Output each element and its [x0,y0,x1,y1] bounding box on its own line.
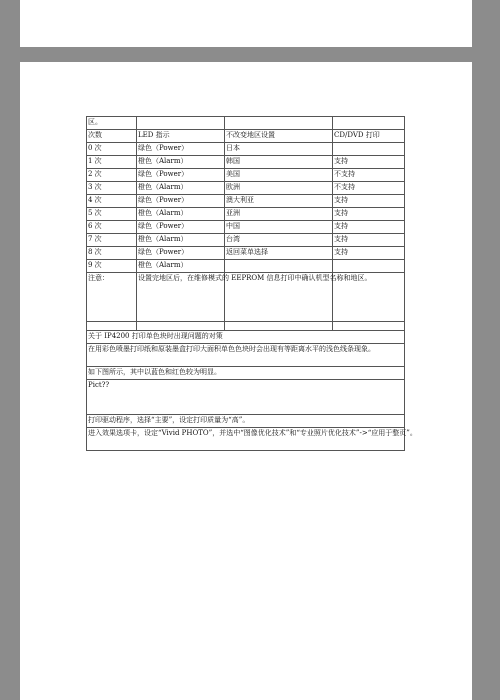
table-cell [225,260,333,273]
table-cell: 不支持 [333,169,405,182]
table-cell: 2 次 [87,169,137,182]
table-cell [333,143,405,156]
table-cell: 中国 [225,221,333,234]
table-row [87,208,405,221]
paragraph-3: 打印驱动程序，选择“主要”，设定打印质量为“高”。 [87,415,405,428]
column-header: 次数 [87,130,137,143]
table-cell: 0 次 [87,143,137,156]
table-cell: 绿色（Power） [137,143,225,156]
table-cell: 亚洲 [225,208,333,221]
section-title: 关于 IP4200 打印单色块时出现问题的对策 [87,331,405,344]
table-row [87,247,405,260]
table-cell: 支持 [333,195,405,208]
region-settings-table [86,116,417,451]
table-row [87,156,405,169]
table-cell: 6 次 [87,221,137,234]
table-cell: 返回菜单选择 [225,247,333,260]
table-row [87,182,405,195]
table-row [87,195,405,208]
table-row [87,331,405,344]
previous-page [20,0,472,47]
table-row [87,344,405,367]
document-page [20,62,472,700]
table-row [87,234,405,247]
picture-placeholder: Pict?? [87,380,405,415]
table-cell: 橙色（Alarm） [137,182,225,195]
column-header: 不改变地区设置 [225,130,333,143]
paragraph-2: 如下图所示，其中以蓝色和红色较为明显。 [87,367,405,380]
table-cell: 台湾 [225,234,333,247]
table-cell: 不支持 [333,182,405,195]
column-header: LED 指示 [137,130,225,143]
table-cell: 支持 [333,247,405,260]
note-row [87,273,405,322]
table-row [87,117,405,130]
table-cell: 绿色（Power） [137,195,225,208]
table-cell: 橙色（Alarm） [137,260,225,273]
blank-row [87,322,405,331]
table-cell: 橙色（Alarm） [137,156,225,169]
table-cell: 欧洲 [225,182,333,195]
table-cell: 4 次 [87,195,137,208]
table-header-row [87,130,405,143]
table-cell: 韩国 [225,156,333,169]
paragraph-1: 在用彩色喷墨打印纸和原装墨盒打印大面积单色色块时会出现有等距离水平的浅色线条现象。 [87,344,405,367]
table-cell: 支持 [333,208,405,221]
table-cell: 绿色（Power） [137,221,225,234]
table-row [87,221,405,234]
table-cell: 支持 [333,234,405,247]
note-text: 设置完地区后，在维修模式的 EEPROM 信息打印中确认机型名称和地区。 [137,273,225,322]
table-cell: 3 次 [87,182,137,195]
table-cell: 橙色（Alarm） [137,208,225,221]
table-cell: 支持 [333,156,405,169]
table-cell: 绿色（Power） [137,247,225,260]
table-cell: 橙色（Alarm） [137,234,225,247]
picture-row [87,380,405,415]
column-header: CD/DVD 打印 [333,130,405,143]
paragraph-4: 进入效果选项卡，设定“Vivid PHOTO”，并选中“图像优化技术”和“专业照片优化技术”->“应用于整页”。 [87,428,405,451]
table-cell: 5 次 [87,208,137,221]
table-row [87,260,405,273]
table-cell: 1 次 [87,156,137,169]
table-row [87,428,405,451]
region-line: 区。 [87,117,137,130]
table-cell: 澳大利亚 [225,195,333,208]
table-row [87,415,405,428]
table-cell: 日本 [225,143,333,156]
table-cell [333,260,405,273]
table-row [87,367,405,380]
table-cell: 绿色（Power） [137,169,225,182]
table-cell: 9 次 [87,260,137,273]
table-cell: 美国 [225,169,333,182]
table-cell: 8 次 [87,247,137,260]
table-row [87,143,405,156]
note-label: 注意： [87,273,137,322]
table-cell: 支持 [333,221,405,234]
table-row [87,169,405,182]
table-cell: 7 次 [87,234,137,247]
